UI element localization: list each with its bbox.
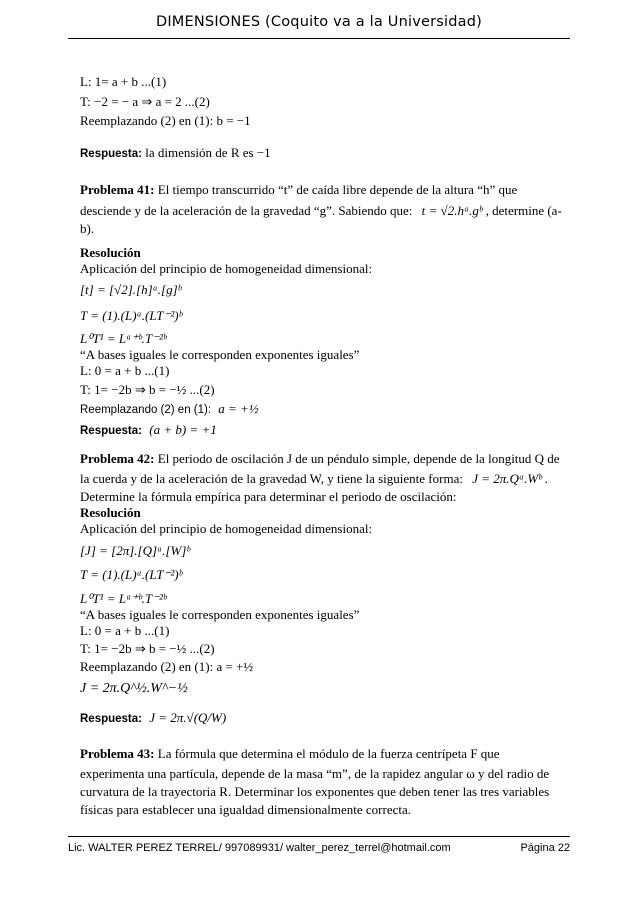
p42-text-3: Determine la fórmula empírica para determinar el periodo de oscilación: xyxy=(80,489,457,504)
p41-eq-3: L⁰T¹ = Lᵃ⁺ᵇ.T⁻²ᵇ xyxy=(80,331,167,346)
respuesta-label: Respuesta: xyxy=(80,713,142,725)
p41-reemplazando-text: Reemplazando (2) en (1): xyxy=(80,404,212,416)
respuesta-text: la dimensión de R es −1 xyxy=(145,145,271,160)
p42-aplicacion: Aplicación del principio de homogeneidad dimensional: xyxy=(80,521,373,536)
p41-line-2 xyxy=(80,203,562,219)
p41-resolucion-title: Resolución xyxy=(80,245,141,260)
p42-l-equation: L: 0 = a + b ...(1) xyxy=(80,623,170,638)
footer-divider xyxy=(68,836,570,837)
p42-eq-2: T = (1).(L)ᵃ.(LT⁻²)ᵇ xyxy=(80,567,183,582)
p42-reemplazando: Reemplazando (2) en (1): a = +½ xyxy=(80,659,254,674)
top-l-equation: L: 1= a + b ...(1) xyxy=(80,74,167,89)
p42-formula: J = 2π.Qᵃ.Wᵇ . xyxy=(472,471,549,486)
p41-reemplazando xyxy=(80,401,259,418)
p41-formula: t = √2.hᵃ.gᵇ xyxy=(421,203,483,218)
top-respuesta xyxy=(80,145,271,162)
p42-eq-3: L⁰T¹ = Lᵃ⁺ᵇ.T⁻²ᵇ xyxy=(80,591,167,606)
p43-text-3: curvatura de la trayectoria R. Determinar los exponentes que deben tener las tres variables xyxy=(80,784,550,799)
header-divider xyxy=(68,38,570,39)
p41-l-equation: L: 0 = a + b ...(1) xyxy=(80,363,170,378)
p42-resolucion-title: Resolución xyxy=(80,505,141,520)
p43-text-2: experimenta una partícula, depende de la masa “m”, de la rapidez angular ω y del radio de xyxy=(80,766,550,781)
p42-line-2 xyxy=(80,471,548,487)
p41-respuesta xyxy=(80,422,217,439)
p42-respuesta-value: J = 2π.√(Q/W) xyxy=(149,710,227,725)
p41-eq-1: [t] = [√2].[h]ᵃ.[g]ᵇ xyxy=(80,282,182,297)
p41-line-1 xyxy=(80,182,517,198)
p41-text-3: b). xyxy=(80,221,95,236)
p42-t-equation: T: 1= −2b ⇒ b = −½ ...(2) xyxy=(80,641,215,656)
p41-eq-2: T = (1).(L)ᵃ.(LT⁻²)ᵇ xyxy=(80,308,183,323)
p41-text-2b: , determine (a- xyxy=(485,203,562,218)
p42-text-1: El periodo de oscilación J de un péndulo simple, depende de la longitud Q de xyxy=(157,451,560,466)
p41-quote: “A bases iguales le corresponden exponentes iguales” xyxy=(80,347,360,362)
footer-page-number: Página 22 xyxy=(520,842,570,854)
respuesta-label: Respuesta: xyxy=(80,425,142,437)
p43-text-4: físicas para establecer una igualdad dimensionalmente correcta. xyxy=(80,802,411,817)
p41-reemplazando-value: a = +½ xyxy=(218,401,259,416)
p41-t-equation: T: 1= −2b ⇒ b = −½ ...(2) xyxy=(80,382,215,397)
p42-respuesta xyxy=(80,710,226,727)
top-t-equation: T: −2 = − a ⇒ a = 2 ...(2) xyxy=(80,94,210,109)
p43-line-1 xyxy=(80,746,500,762)
p41-text-1: El tiempo transcurrido “t” de caída libre depende de la altura “h” que xyxy=(157,182,518,197)
p42-title: Problema 42: xyxy=(80,451,155,466)
p41-respuesta-value: (a + b) = +1 xyxy=(149,422,217,437)
p42-text-2: la cuerda y de la aceleración de la gravedad W, y tiene la siguiente forma: xyxy=(80,471,463,486)
p42-eq-final: J = 2π.Q^½.W^−½ xyxy=(80,681,188,696)
p43-title: Problema 43: xyxy=(80,746,155,761)
p42-line-1 xyxy=(80,451,560,467)
p42-eq-1: [J] = [2π].[Q]ᵃ.[W]ᵇ xyxy=(80,543,190,558)
respuesta-label: Respuesta: xyxy=(80,148,142,160)
page-footer xyxy=(68,842,570,854)
p41-aplicacion: Aplicación del principio de homogeneidad dimensional: xyxy=(80,261,373,276)
top-reemplazando: Reemplazando (2) en (1): b = −1 xyxy=(80,113,251,128)
p42-quote: “A bases iguales le corresponden exponentes iguales” xyxy=(80,607,360,622)
p41-text-2: desciende y de la aceleración de la gravedad “g”. Sabiendo que: xyxy=(80,203,413,218)
page-header-title: DIMENSIONES (Coquito va a la Universidad) xyxy=(155,14,483,30)
p43-text-1: La fórmula que determina el módulo de la fuerza centrípeta F que xyxy=(157,746,500,761)
footer-author: Lic. WALTER PEREZ TERREL/ 997089931/ walter_perez_terrel@hotmail.com xyxy=(68,842,451,854)
p41-title: Problema 41: xyxy=(80,182,155,197)
